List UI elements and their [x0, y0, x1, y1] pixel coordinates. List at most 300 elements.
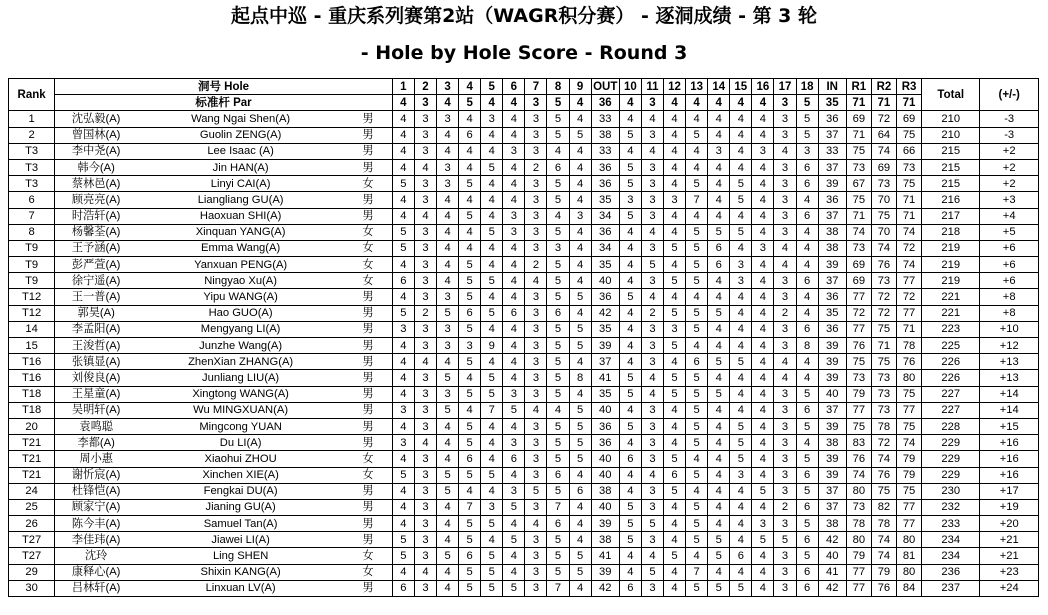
header-par: 4: [503, 95, 525, 111]
score-cell: 3: [414, 127, 436, 143]
score-cell: 5: [569, 451, 591, 467]
score-cell: 5: [481, 224, 503, 240]
rank-cell: 2: [9, 127, 55, 143]
score-cell: 4: [569, 240, 591, 256]
score-cell: 4: [708, 451, 730, 467]
header-par: 3: [525, 95, 547, 111]
rank-cell: 25: [9, 499, 55, 515]
header-par: 4: [481, 95, 503, 111]
score-cell: 5: [547, 127, 569, 143]
score-cell: 4: [619, 564, 641, 580]
player-name-cn: 周小惠: [55, 451, 137, 467]
score-cell: 5: [619, 499, 641, 515]
header-hole: R1: [846, 79, 871, 95]
diff-cell: +6: [980, 273, 1039, 289]
score-cell: 4: [525, 402, 547, 418]
table-row: [9, 176, 1039, 192]
score-cell: 80: [846, 483, 871, 499]
diff-cell: +10: [980, 321, 1039, 337]
score-cell: 3: [414, 580, 436, 596]
score-cell: 2: [641, 305, 663, 321]
diff-cell: +13: [980, 370, 1039, 386]
score-cell: 3: [437, 386, 459, 402]
score-cell: 4: [503, 354, 525, 370]
score-cell: 42: [591, 580, 619, 596]
score-cell: 4: [569, 499, 591, 515]
score-cell: 3: [525, 386, 547, 402]
header-hole: R2: [871, 79, 896, 95]
gender-cell: 男: [344, 321, 392, 337]
score-cell: 5: [663, 451, 685, 467]
gender-cell: 男: [344, 402, 392, 418]
gender-cell: 男: [344, 483, 392, 499]
score-cell: 7: [547, 580, 569, 596]
player-name-cn: 袁鸣聪: [55, 418, 137, 434]
score-cell: 4: [437, 224, 459, 240]
header-hole: 4: [459, 79, 481, 95]
score-cell: 5: [686, 386, 708, 402]
score-cell: 4: [708, 418, 730, 434]
score-cell: 4: [459, 111, 481, 127]
score-cell: 7: [547, 499, 569, 515]
diff-cell: +2: [980, 143, 1039, 159]
score-cell: 4: [481, 483, 503, 499]
score-cell: 74: [871, 451, 896, 467]
score-cell: 4: [437, 192, 459, 208]
score-cell: 33: [591, 143, 619, 159]
score-cell: 76: [846, 451, 871, 467]
player-name-en: Samuel Tan(A): [137, 516, 344, 532]
score-cell: 69: [896, 111, 921, 127]
score-cell: 4: [437, 451, 459, 467]
score-cell: 4: [619, 402, 641, 418]
score-cell: 4: [503, 370, 525, 386]
score-cell: 4: [663, 580, 685, 596]
rank-cell: T21: [9, 467, 55, 483]
player-name-en: Ling SHEN: [137, 548, 344, 564]
gender-cell: 女: [344, 257, 392, 273]
score-cell: 73: [896, 159, 921, 175]
total-cell: 232: [922, 499, 980, 515]
score-cell: 5: [708, 386, 730, 402]
score-cell: 4: [503, 159, 525, 175]
score-cell: 4: [525, 273, 547, 289]
gender-cell: 男: [344, 159, 392, 175]
header-par: 71: [871, 95, 896, 111]
score-cell: 74: [871, 143, 896, 159]
score-cell: 5: [686, 370, 708, 386]
score-cell: 4: [708, 564, 730, 580]
score-cell: 5: [481, 467, 503, 483]
score-cell: 5: [708, 354, 730, 370]
score-cell: 5: [525, 483, 547, 499]
score-cell: 3: [730, 467, 752, 483]
score-cell: 4: [663, 257, 685, 273]
score-cell: 4: [752, 418, 774, 434]
score-cell: 4: [437, 532, 459, 548]
score-cell: 4: [481, 192, 503, 208]
score-cell: 3: [503, 386, 525, 402]
score-cell: 4: [774, 240, 796, 256]
score-cell: 4: [619, 338, 641, 354]
score-cell: 5: [503, 402, 525, 418]
diff-cell: +16: [980, 435, 1039, 451]
score-cell: 79: [896, 467, 921, 483]
score-cell: 3: [437, 111, 459, 127]
score-cell: 5: [392, 305, 414, 321]
table-row: [9, 370, 1039, 386]
score-cell: 4: [730, 532, 752, 548]
score-cell: 4: [752, 580, 774, 596]
score-cell: 3: [730, 273, 752, 289]
score-cell: 3: [414, 111, 436, 127]
score-cell: 4: [730, 208, 752, 224]
score-cell: 5: [619, 289, 641, 305]
score-cell: 4: [569, 257, 591, 273]
score-cell: 5: [547, 192, 569, 208]
score-cell: 40: [591, 451, 619, 467]
score-cell: 4: [459, 159, 481, 175]
score-cell: 4: [619, 548, 641, 564]
score-cell: 7: [686, 192, 708, 208]
score-cell: 4: [481, 127, 503, 143]
score-cell: 38: [818, 224, 846, 240]
score-cell: 3: [459, 338, 481, 354]
scorecard-table: [8, 78, 1039, 597]
total-cell: 218: [922, 224, 980, 240]
diff-cell: -3: [980, 127, 1039, 143]
score-cell: 3: [774, 386, 796, 402]
player-name-en: Xiaohui ZHOU: [137, 451, 344, 467]
table-row: [9, 483, 1039, 499]
total-cell: 227: [922, 402, 980, 418]
gender-cell: 男: [344, 435, 392, 451]
score-cell: 3: [525, 305, 547, 321]
score-cell: 74: [846, 467, 871, 483]
score-cell: 3: [569, 208, 591, 224]
score-cell: 71: [871, 338, 896, 354]
score-cell: 77: [846, 321, 871, 337]
score-cell: 73: [846, 499, 871, 515]
score-cell: 5: [641, 564, 663, 580]
score-cell: 5: [730, 224, 752, 240]
total-cell: 215: [922, 143, 980, 159]
score-cell: 3: [547, 240, 569, 256]
score-cell: 5: [459, 354, 481, 370]
score-cell: 4: [392, 451, 414, 467]
player-name-cn: 陈今丰(A): [55, 516, 137, 532]
score-cell: 3: [525, 435, 547, 451]
score-cell: 4: [459, 224, 481, 240]
score-cell: 75: [846, 192, 871, 208]
score-cell: 4: [459, 483, 481, 499]
diff-cell: +12: [980, 338, 1039, 354]
score-cell: 5: [796, 111, 818, 127]
score-cell: 4: [569, 224, 591, 240]
score-cell: 37: [818, 499, 846, 515]
score-cell: 4: [730, 159, 752, 175]
score-cell: 3: [663, 192, 685, 208]
score-cell: 3: [525, 580, 547, 596]
score-cell: 5: [459, 516, 481, 532]
player-name-cn: 郭昊(A): [55, 305, 137, 321]
score-cell: 4: [708, 176, 730, 192]
score-cell: 4: [569, 580, 591, 596]
score-cell: 3: [774, 402, 796, 418]
score-cell: 4: [619, 467, 641, 483]
score-cell: 5: [392, 176, 414, 192]
player-name-en: Haoxuan SHI(A): [137, 208, 344, 224]
score-cell: 3: [414, 143, 436, 159]
score-cell: 5: [547, 289, 569, 305]
score-cell: 77: [896, 516, 921, 532]
header-rank: Rank: [9, 79, 55, 111]
gender-cell: 女: [344, 176, 392, 192]
score-cell: 4: [730, 516, 752, 532]
header-hole: 7: [525, 79, 547, 95]
score-cell: 4: [730, 386, 752, 402]
player-name-cn: 吕林轩(A): [55, 580, 137, 596]
score-cell: 5: [569, 548, 591, 564]
score-cell: 5: [569, 435, 591, 451]
score-cell: 77: [896, 402, 921, 418]
score-cell: 80: [896, 564, 921, 580]
score-cell: 36: [591, 224, 619, 240]
table-row: [9, 127, 1039, 143]
score-cell: 8: [796, 338, 818, 354]
score-cell: 37: [818, 127, 846, 143]
score-cell: 4: [663, 532, 685, 548]
score-cell: 4: [569, 467, 591, 483]
score-cell: 4: [569, 111, 591, 127]
score-cell: 5: [796, 451, 818, 467]
score-cell: 4: [641, 467, 663, 483]
score-cell: 4: [619, 111, 641, 127]
gender-cell: 男: [344, 208, 392, 224]
score-cell: 73: [846, 240, 871, 256]
report-subtitle: - Hole by Hole Score - Round 3: [360, 42, 688, 64]
score-cell: 77: [896, 273, 921, 289]
player-name-en: ZhenXian ZHANG(A): [137, 354, 344, 370]
score-cell: 4: [481, 451, 503, 467]
score-cell: 4: [481, 208, 503, 224]
score-cell: 4: [752, 127, 774, 143]
player-name-cn: 刘俊良(A): [55, 370, 137, 386]
score-cell: 6: [796, 580, 818, 596]
gender-cell: 男: [344, 192, 392, 208]
score-cell: 84: [896, 580, 921, 596]
score-cell: 3: [414, 499, 436, 515]
score-cell: 4: [774, 354, 796, 370]
table-row: [9, 467, 1039, 483]
score-cell: 3: [525, 564, 547, 580]
score-cell: 35: [591, 386, 619, 402]
score-cell: 74: [896, 435, 921, 451]
score-cell: 4: [708, 159, 730, 175]
score-cell: 72: [871, 435, 896, 451]
score-cell: 73: [871, 273, 896, 289]
player-name-cn: 沈玲: [55, 548, 137, 564]
score-cell: 74: [846, 224, 871, 240]
score-cell: 36: [818, 321, 846, 337]
header-hole: 16: [752, 79, 774, 95]
score-cell: 4: [392, 483, 414, 499]
score-cell: 3: [414, 289, 436, 305]
score-cell: 77: [846, 402, 871, 418]
score-cell: 4: [686, 159, 708, 175]
score-cell: 4: [481, 532, 503, 548]
score-cell: 4: [481, 289, 503, 305]
table-row: [9, 143, 1039, 159]
score-cell: 6: [619, 451, 641, 467]
score-cell: 6: [459, 548, 481, 564]
score-cell: 39: [591, 564, 619, 580]
score-cell: 6: [730, 548, 752, 564]
rank-cell: T3: [9, 176, 55, 192]
player-name-en: Yipu WANG(A): [137, 289, 344, 305]
diff-cell: +24: [980, 580, 1039, 596]
header-hole: 6: [503, 79, 525, 95]
score-cell: 3: [641, 499, 663, 515]
gender-cell: 男: [344, 127, 392, 143]
score-cell: 75: [896, 483, 921, 499]
header-par: 4: [686, 95, 708, 111]
score-cell: 35: [591, 257, 619, 273]
rank-cell: T21: [9, 435, 55, 451]
score-cell: 6: [796, 176, 818, 192]
score-cell: 5: [481, 305, 503, 321]
score-cell: 2: [525, 159, 547, 175]
total-cell: 234: [922, 532, 980, 548]
score-cell: 5: [459, 418, 481, 434]
score-cell: 3: [437, 321, 459, 337]
score-cell: 4: [796, 289, 818, 305]
score-cell: 76: [871, 257, 896, 273]
score-cell: 4: [686, 548, 708, 564]
player-name-cn: 李中尧(A): [55, 143, 137, 159]
score-cell: 38: [591, 483, 619, 499]
score-cell: 4: [547, 143, 569, 159]
player-name-en: Junliang LIU(A): [137, 370, 344, 386]
score-cell: 5: [459, 321, 481, 337]
gender-cell: 男: [344, 516, 392, 532]
score-cell: 3: [414, 370, 436, 386]
score-cell: 3: [730, 257, 752, 273]
table-row: [9, 208, 1039, 224]
score-cell: 5: [663, 386, 685, 402]
player-name-en: Wu MINGXUAN(A): [137, 402, 344, 418]
rank-cell: 6: [9, 192, 55, 208]
player-name-en: Ningyao Xu(A): [137, 273, 344, 289]
player-name-en: Junzhe Wang(A): [137, 338, 344, 354]
table-row: [9, 435, 1039, 451]
score-cell: 5: [459, 580, 481, 596]
score-cell: 39: [818, 451, 846, 467]
player-name-en: Jin HAN(A): [137, 159, 344, 175]
score-cell: 6: [569, 483, 591, 499]
score-cell: 4: [663, 127, 685, 143]
score-cell: 75: [896, 127, 921, 143]
score-cell: 4: [796, 435, 818, 451]
score-cell: 4: [437, 418, 459, 434]
score-cell: 4: [392, 289, 414, 305]
score-cell: 5: [569, 321, 591, 337]
score-cell: 3: [503, 208, 525, 224]
score-cell: 4: [663, 564, 685, 580]
score-cell: 5: [796, 548, 818, 564]
header-hole: 1: [392, 79, 414, 95]
table-row: [9, 418, 1039, 434]
score-cell: 4: [619, 224, 641, 240]
score-cell: 72: [896, 289, 921, 305]
score-cell: 3: [414, 451, 436, 467]
score-cell: 73: [871, 402, 896, 418]
score-cell: 35: [591, 192, 619, 208]
score-cell: 4: [796, 305, 818, 321]
score-cell: 4: [437, 354, 459, 370]
score-cell: 71: [846, 208, 871, 224]
score-cell: 3: [641, 338, 663, 354]
score-cell: 7: [686, 564, 708, 580]
score-cell: 5: [547, 321, 569, 337]
score-cell: 37: [818, 273, 846, 289]
score-cell: 4: [503, 192, 525, 208]
score-cell: 9: [481, 338, 503, 354]
score-cell: 3: [525, 321, 547, 337]
score-cell: 4: [569, 386, 591, 402]
score-cell: 5: [641, 257, 663, 273]
score-cell: 3: [774, 273, 796, 289]
score-cell: 3: [525, 418, 547, 434]
score-cell: 36: [591, 159, 619, 175]
score-cell: 6: [708, 240, 730, 256]
score-cell: 6: [459, 451, 481, 467]
player-name-cn: 顾亮亮(A): [55, 192, 137, 208]
gender-cell: 女: [344, 467, 392, 483]
score-cell: 4: [437, 240, 459, 256]
score-cell: 6: [663, 467, 685, 483]
total-cell: 210: [922, 111, 980, 127]
score-cell: 3: [414, 257, 436, 273]
score-cell: 77: [846, 564, 871, 580]
player-name-en: Lee Isaac (A): [137, 143, 344, 159]
gender-cell: 男: [344, 418, 392, 434]
score-cell: 5: [708, 532, 730, 548]
total-cell: 228: [922, 418, 980, 434]
score-cell: 4: [547, 208, 569, 224]
score-cell: 69: [846, 111, 871, 127]
score-cell: 5: [663, 370, 685, 386]
score-cell: 5: [663, 548, 685, 564]
score-cell: 3: [481, 499, 503, 515]
score-cell: 4: [641, 548, 663, 564]
score-cell: 4: [437, 435, 459, 451]
score-cell: 36: [591, 418, 619, 434]
diff-cell: +15: [980, 418, 1039, 434]
score-cell: 6: [619, 580, 641, 596]
rank-cell: T3: [9, 159, 55, 175]
score-cell: 5: [437, 548, 459, 564]
table-row: [9, 321, 1039, 337]
score-cell: 5: [619, 532, 641, 548]
total-cell: 215: [922, 176, 980, 192]
player-name-cn: 徐宁遥(A): [55, 273, 137, 289]
score-cell: 4: [641, 111, 663, 127]
total-cell: 230: [922, 483, 980, 499]
score-cell: 4: [730, 127, 752, 143]
score-cell: 4: [619, 273, 641, 289]
score-cell: 3: [774, 338, 796, 354]
